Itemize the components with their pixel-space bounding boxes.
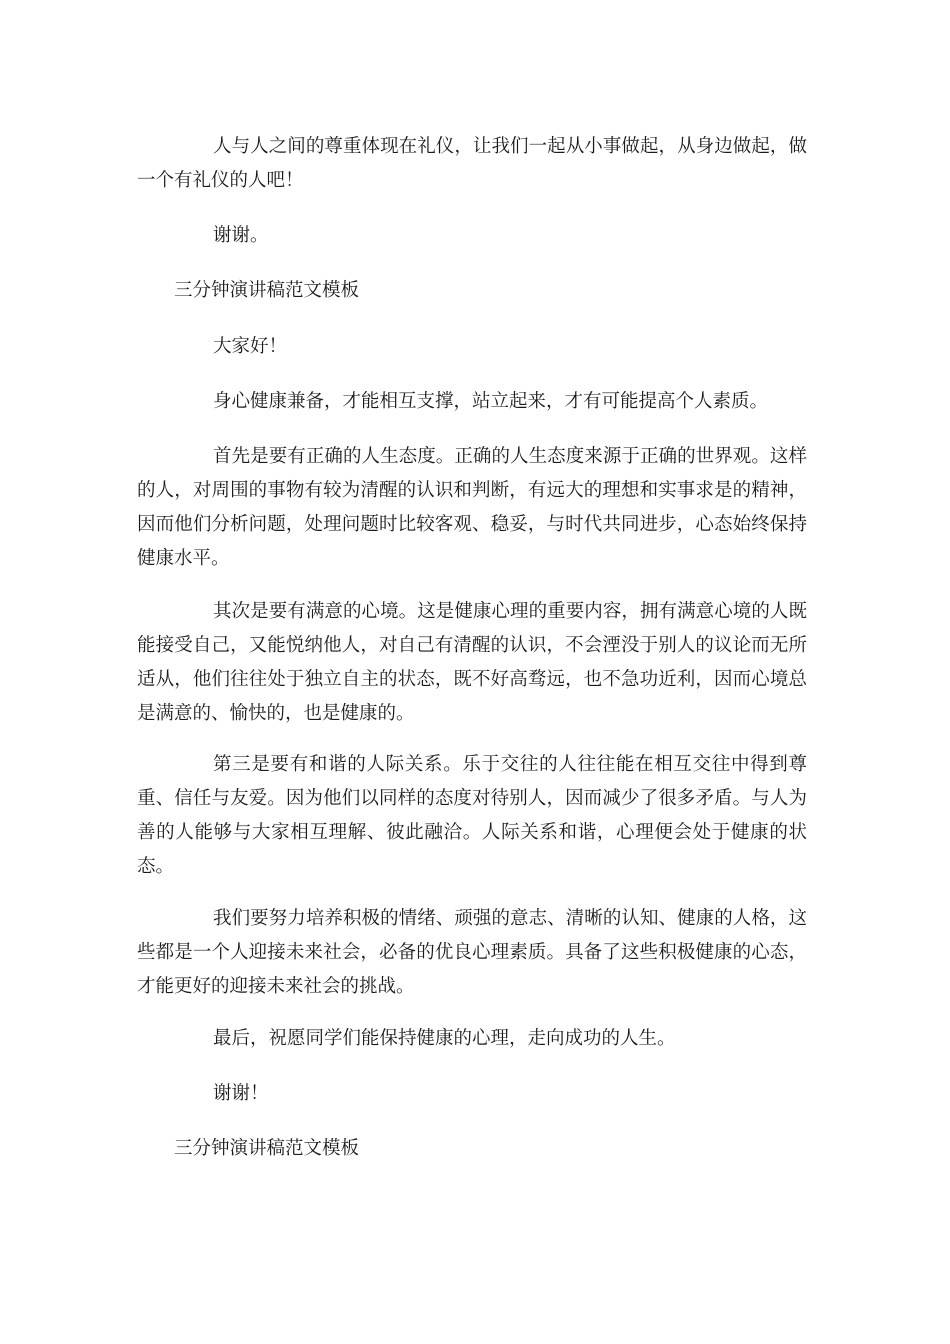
paragraph-satisfied-mood: 其次是要有满意的心境。这是健康心理的重要内容，拥有满意心境的人既能接受自己，又能悦纳他人，对自己有清醒的认识，不会湮没于别人的议论而无所适从，他们往往处于独立自主的状态，既不好高骛远，也不急功近利，因而心境总是满意的、愉快的，也是健康的。 [137,601,807,724]
paragraph-life-attitude: 首先是要有正确的人生态度。正确的人生态度来源于正确的世界观。这样的人，对周围的事物有较为清醒的认识和判断，有远大的理想和实事求是的精神，因而他们分析问题，处理问题时比较客观、稳妥，与时代共同进步，心态始终保持健康水平。 [137,446,807,569]
section-title: 三分钟演讲稿范文模板 [174,280,360,301]
closing-thanks: 谢谢！ [213,1083,269,1104]
paragraph-relationships: 第三是要有和谐的人际关系。乐于交往的人往往能在相互交往中得到尊重、信任与友爱。因为他们以同样的态度对待别人，因而减少了很多矛盾。与人为善的人能够与大家相互理解、彼此融洽。人际关系和谐，心理便会处于健康的状态。 [137,754,807,877]
greeting: 大家好！ [213,336,288,357]
next-section-title: 三分钟演讲稿范文模板 [174,1138,360,1159]
paragraph-psychological-quality: 我们要努力培养积极的情绪、顽强的意志、清晰的认知、健康的人格，这些都是一个人迎接未来社会，必备的优良心理素质。具备了这些积极健康的心态，才能更好的迎接未来社会的挑战。 [137,908,807,997]
intro-thanks: 谢谢。 [213,225,269,246]
intro-paragraph: 人与人之间的尊重体现在礼仪，让我们一起从小事做起，从身边做起，做一个有礼仪的人吧！ [137,136,807,191]
paragraph-body-health: 身心健康兼备，才能相互支撑，站立起来，才有可能提高个人素质。 [213,391,769,412]
paragraph-wishes: 最后，祝愿同学们能保持健康的心理，走向成功的人生。 [213,1028,676,1049]
